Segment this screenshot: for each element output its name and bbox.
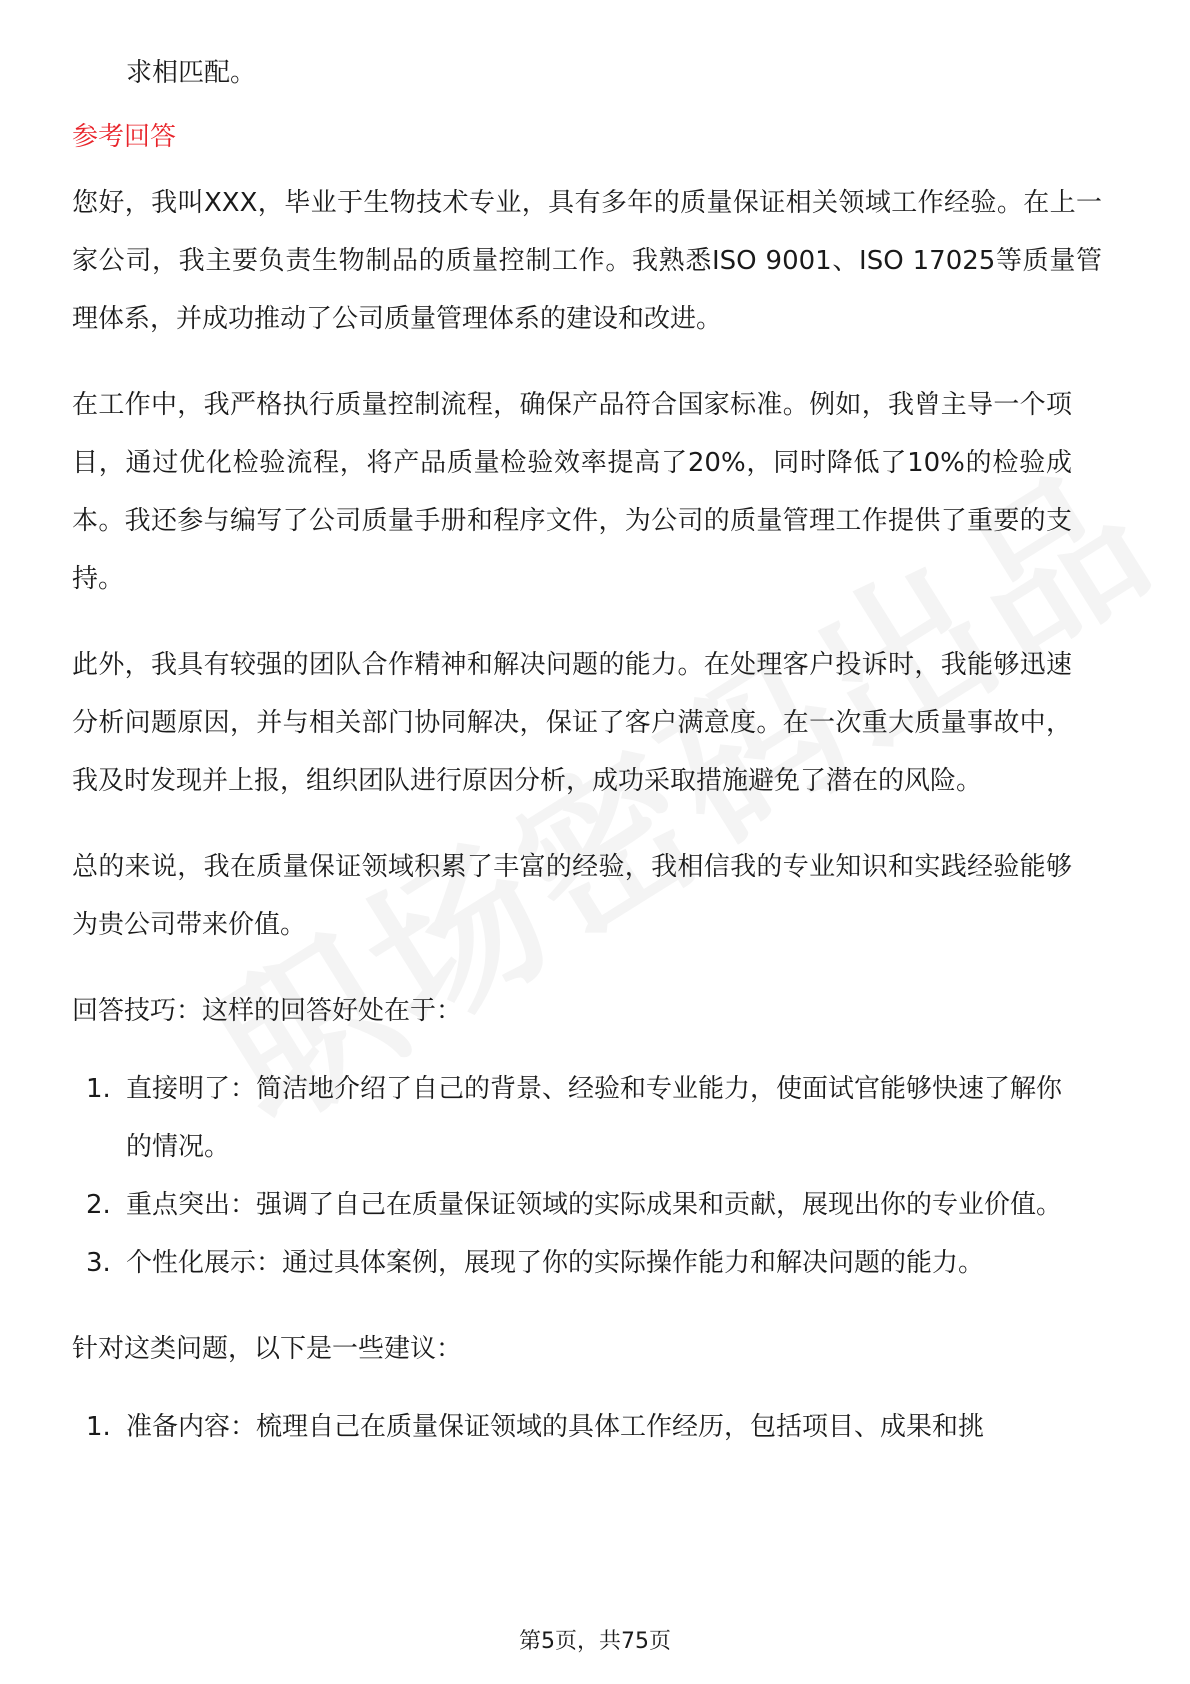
list-item bbox=[72, 1176, 1072, 1234]
list-item bbox=[72, 1234, 1072, 1292]
list-item-text: 准备内容：梳理自己在质量保证领域的具体工作经历，包括项目、成果和挑 bbox=[126, 1412, 985, 1442]
list-item bbox=[72, 1398, 1072, 1456]
list-number: 3. bbox=[86, 1248, 111, 1278]
answer-paragraph: 您好，我叫XXX，毕业于生物技术专业，具有多年的质量保证相关领域工作经验。在上一家公司，我主要负责生物制品的质量控制工作。我熟悉ISO 9001、ISO 17025等质量管理体系，并成功推动了公司质量管理体系的建设和改进。 bbox=[72, 188, 1102, 334]
answer-paragraph: 此外，我具有较强的团队合作精神和解决问题的能力。在处理客户投诉时，我能够迅速分析问题原因，并与相关部门协同解决，保证了客户满意度。在一次重大质量事故中，我及时发现并上报，组织团队进行原因分析，成功采取措施避免了潜在的风险。 bbox=[72, 650, 1072, 796]
page-number: 第5页，共75页 bbox=[519, 1629, 671, 1654]
list-item-text: 重点突出：强调了自己在质量保证领域的实际成果和贡献，展现出你的专业价值。 bbox=[126, 1190, 1063, 1220]
list-item-text: 直接明了：简洁地介绍了自己的背景、经验和专业能力，使面试官能够快速了解你的情况。 bbox=[126, 1074, 1063, 1162]
continuation-text: 求相匹配。 bbox=[126, 58, 257, 88]
answer-paragraph: 总的来说，我在质量保证领域积累了丰富的经验，我相信我的专业知识和实践经验能够为贵公司带来价值。 bbox=[72, 852, 1072, 940]
tips-intro: 回答技巧：这样的回答好处在于： bbox=[72, 996, 463, 1026]
list-number: 1. bbox=[86, 1412, 111, 1442]
list-number: 2. bbox=[86, 1190, 111, 1220]
answer-paragraph: 在工作中，我严格执行质量控制流程，确保产品符合国家标准。例如，我曾主导一个项目，通过优化检验流程，将产品质量检验效率提高了20%，同时降低了10%的检验成本。我还参与编写了公司质量手册和程序文件，为公司的质量管理工作提供了重要的支持。 bbox=[72, 390, 1072, 594]
advice-intro: 针对这类问题，以下是一些建议： bbox=[72, 1334, 463, 1364]
list-item bbox=[72, 1060, 1072, 1176]
advice-list bbox=[72, 1398, 1072, 1456]
tips-list bbox=[72, 1060, 1072, 1292]
section-title: 参考回答 bbox=[72, 122, 177, 152]
list-item-text: 个性化展示：通过具体案例，展现了你的实际操作能力和解决问题的能力。 bbox=[126, 1248, 985, 1278]
list-number: 1. bbox=[86, 1074, 111, 1104]
page-content bbox=[72, 44, 1122, 1456]
